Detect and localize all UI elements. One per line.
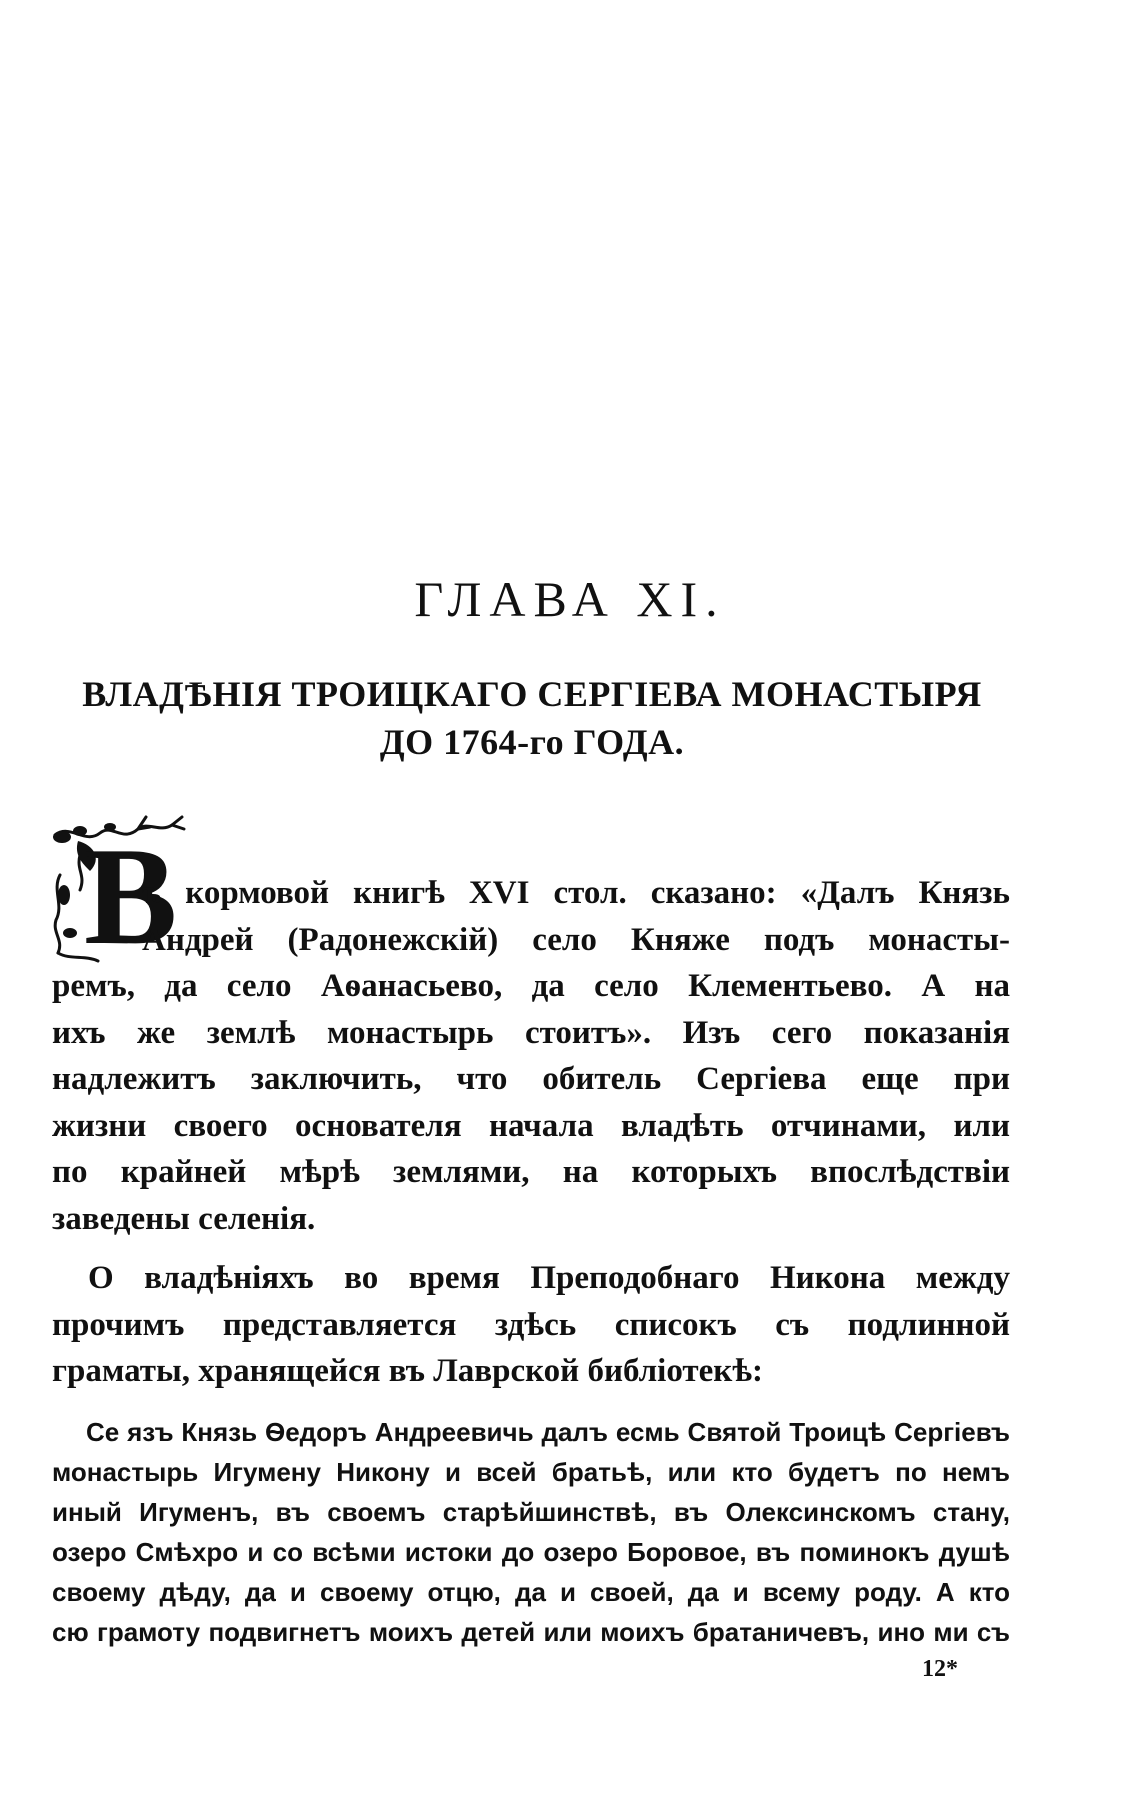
text-line: ъ кормовой книгѣ XVI стол. сказано: «Далъ Князь: [142, 875, 1010, 911]
text-line: О владѣніяхъ во время Преподобнаго Никона между: [88, 1260, 1010, 1296]
section-title-line: ВЛАДѢНІЯ ТРОИЦКАГО СЕРГІЕВА МОНАСТЫРЯ: [82, 674, 982, 714]
text-line: жизни своего основателя начала владѣть отчинами, или: [52, 1107, 1010, 1144]
chapter-title: ГЛАВА XI.: [414, 571, 726, 627]
section-title-line: ДО 1764-го ГОДА.: [379, 722, 685, 762]
quote-line: иный Игуменъ, въ своемъ старѣйшинствѣ, въ Олексинскомъ стану,: [52, 1497, 1010, 1527]
quote-line: сю грамоту подвигнетъ моихъ детей или моихъ братаничевъ, ино ми съ: [52, 1617, 1010, 1647]
text-line: Андрей (Радонежскій) село Княже подъ монасты-: [142, 921, 1010, 958]
quote-line: монастырь Игумену Никону и всей братьѣ, или кто будетъ по немъ: [52, 1457, 1010, 1487]
paragraph: [52, 1255, 1010, 1395]
text-line: прочимъ представляется здѣсь списокъ съ подлинной: [52, 1306, 1010, 1343]
quote-line: озеро Смѣхро и со всѣми истоки до озеро Боровое, въ поминокъ душѣ: [52, 1537, 1010, 1567]
charter-quote: [52, 1412, 1010, 1652]
quote-line: Се язъ Князь Ѳедоръ Андреевичь далъ есмь Святой Троицѣ Сергіевъ: [86, 1417, 1010, 1447]
paragraph: [52, 870, 1010, 1242]
text-line: ихъ же землѣ монастырь стоитъ». Изъ сего показанія: [52, 1014, 1010, 1051]
text-line: по крайней мѣрѣ землями, на которыхъ впослѣдствіи: [52, 1154, 1010, 1190]
text-line: надлежитъ заключить, что обитель Сергіева еще при: [52, 1061, 1010, 1097]
drop-cap-letter: В: [84, 819, 178, 974]
text-line: заведены селенія.: [52, 1200, 316, 1237]
quote-line: своему дѣду, да и своему отцю, да и своей, да и всему роду. А кто: [52, 1577, 1010, 1607]
text-line: ремъ, да село Аѳанасьево, да село Клементьево. А на: [52, 968, 1010, 1004]
signature-mark: 12*: [922, 1656, 958, 1682]
text-line: граматы, хранящейся въ Лаврской библіотекѣ:: [52, 1353, 764, 1389]
section-title: [52, 670, 1012, 766]
